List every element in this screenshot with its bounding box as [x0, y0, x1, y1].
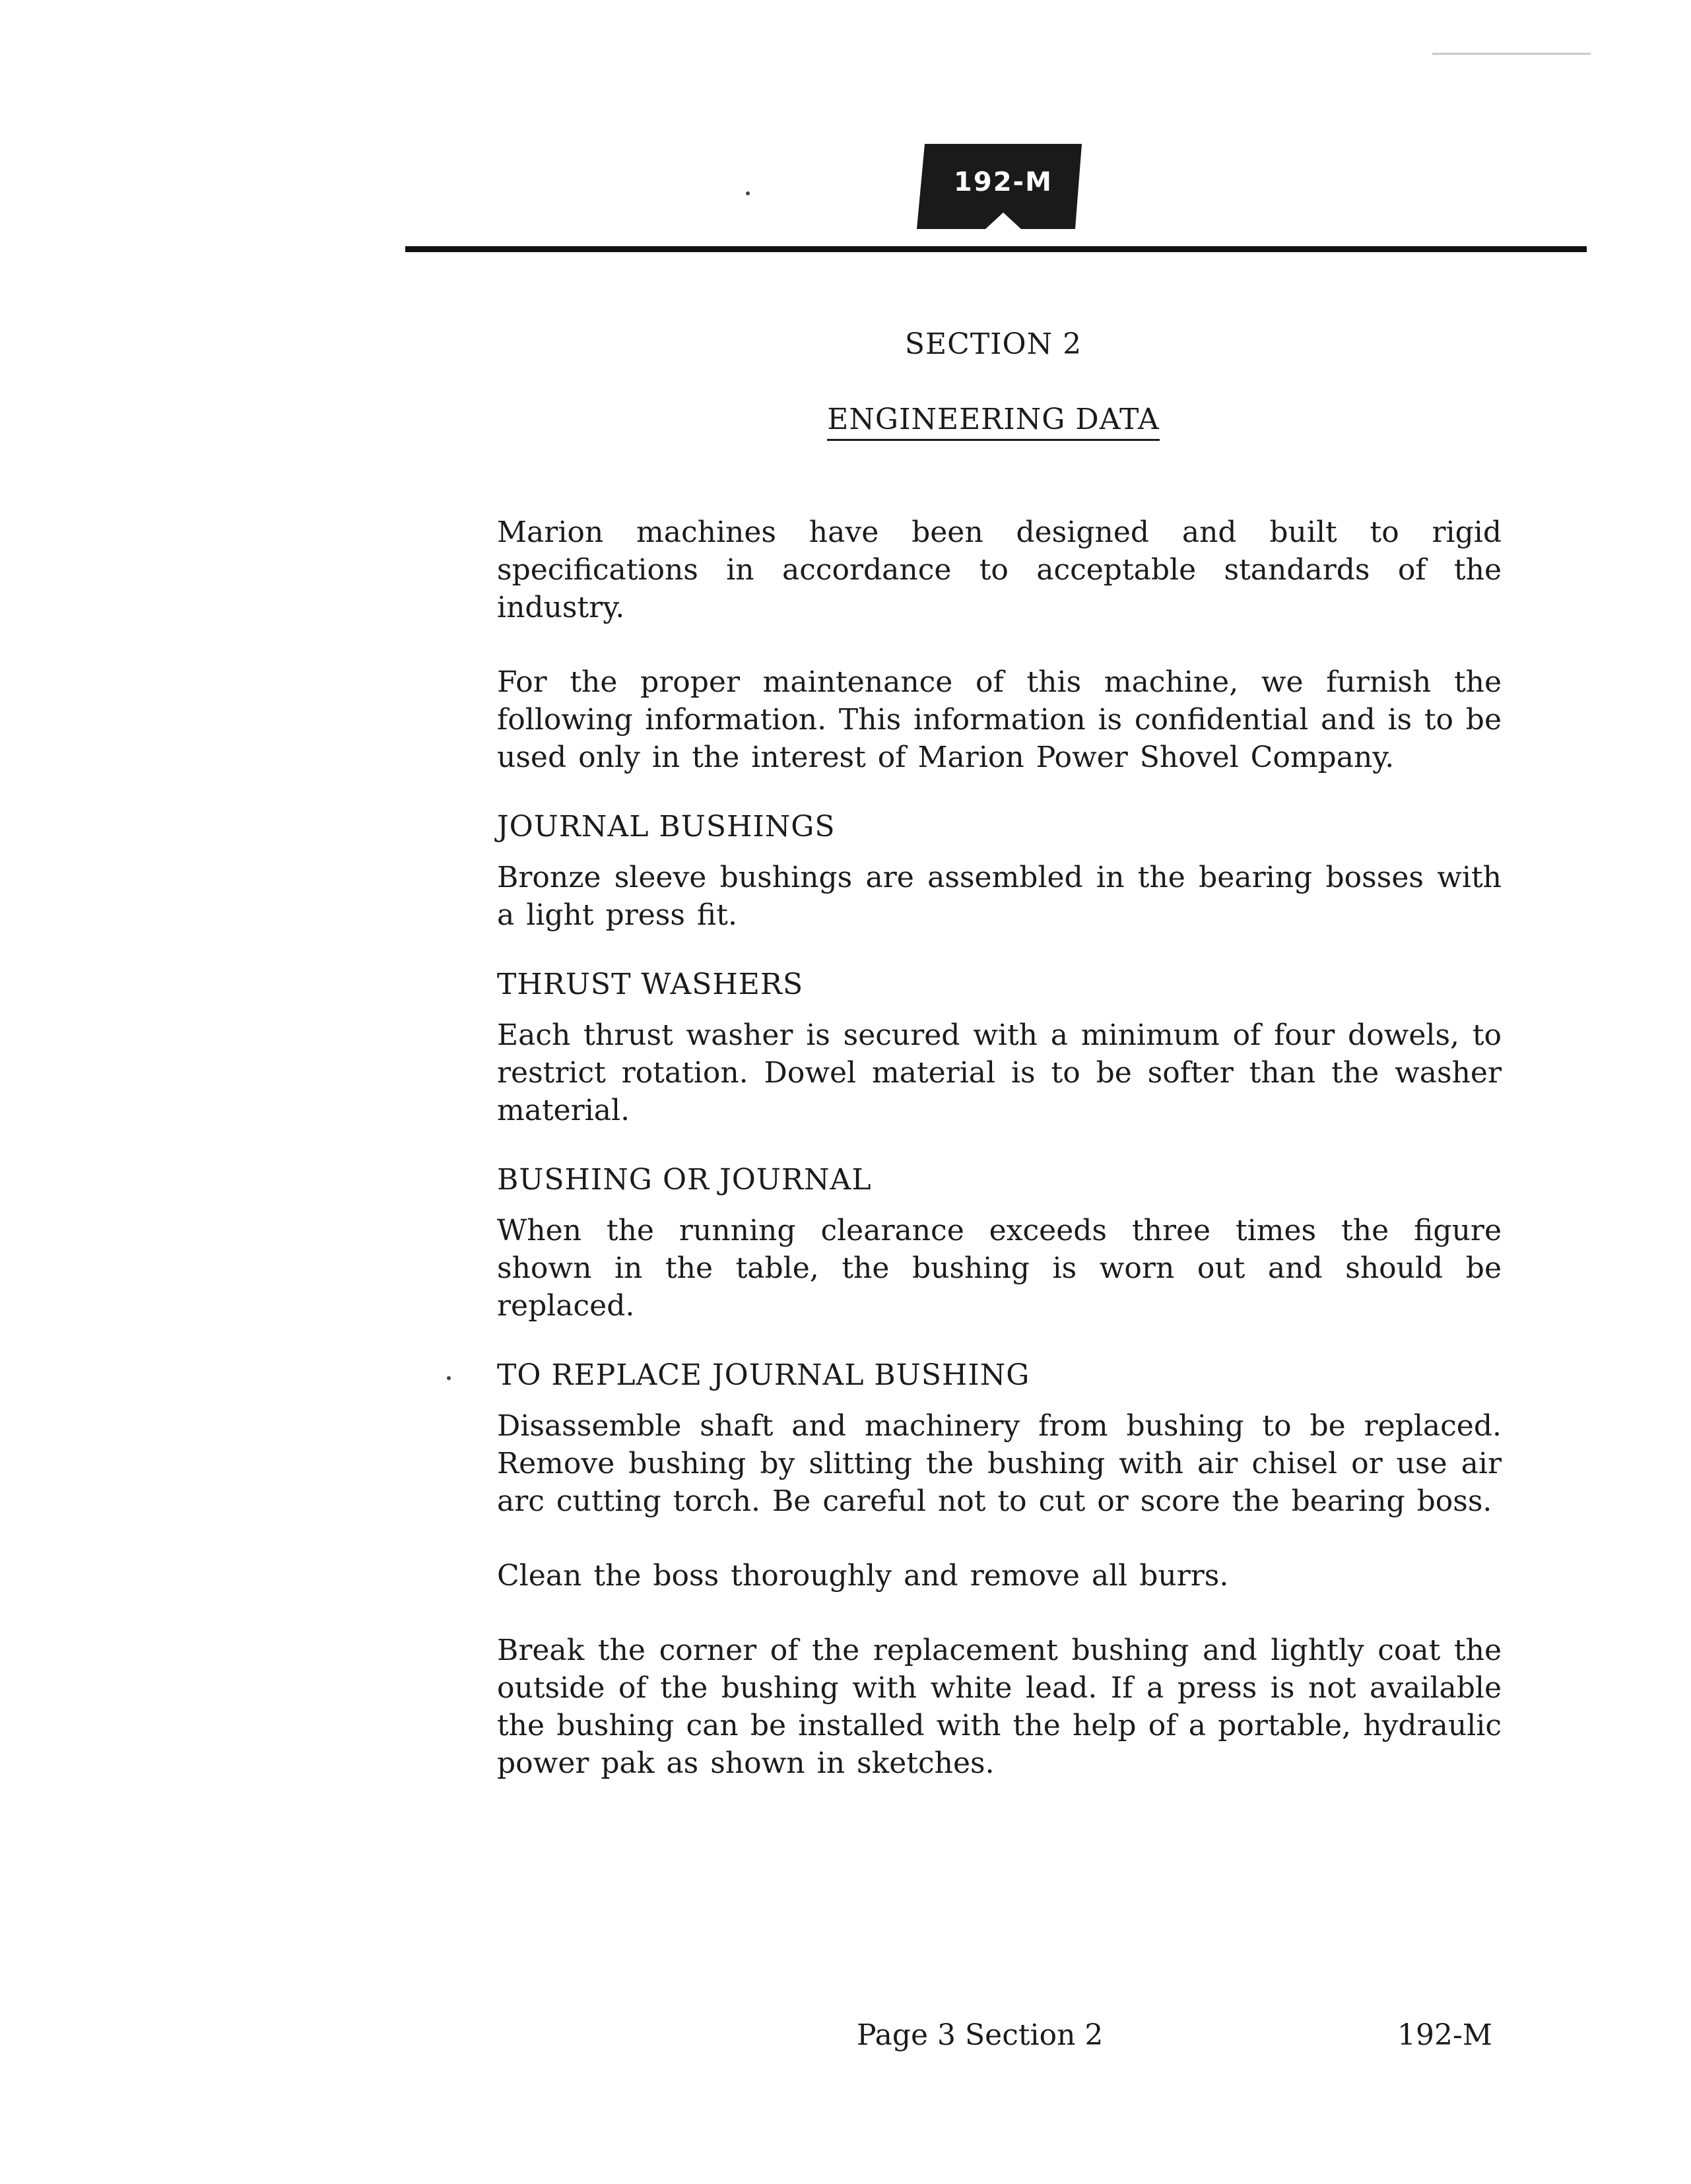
closing-paragraph: Clean the boss thoroughly and remove all burrs.	[497, 1559, 1229, 1593]
intro-paragraph: Marion machines have been designed and built to rigid specifications in accordance to acceptable standards of the industry.	[497, 515, 1502, 624]
section-number: SECTION 2	[904, 327, 1082, 361]
footer-page-label: Page 3 Section 2	[857, 2018, 1104, 2052]
subsection-heading: TO REPLACE JOURNAL BUSHING	[497, 1358, 1030, 1392]
subsection-body: Bronze sleeve bushings are assembled in the bearing bosses with a light press fit.	[497, 861, 1502, 932]
subsection-heading: JOURNAL BUSHINGS	[497, 810, 836, 844]
subsection-body: Disassemble shaft and machinery from bushing to be replaced. Remove bushing by slitting the bushing with air chisel or use air arc cutting torch. Be careful not to cut or score the bearing boss.	[497, 1409, 1502, 1518]
intro-paragraph: For the proper maintenance of this machine, we furnish the following information. This information is confidential and is to be used only in the interest of Marion Power Shovel Company.	[497, 665, 1502, 774]
scan-artifact	[447, 1376, 451, 1380]
marion-logo	[917, 144, 1090, 229]
subsection-body: When the running clearance exceeds three times the figure shown in the table, the bushing is worn out and should be replaced.	[497, 1214, 1502, 1323]
body-content	[497, 513, 1502, 1819]
section-name-text: ENGINEERING DATA	[827, 403, 1159, 441]
logo-label: 192-M	[954, 166, 1053, 197]
footer-doc-code: 192-M	[1397, 2018, 1492, 2052]
subsection-heading: BUSHING OR JOURNAL	[497, 1163, 872, 1197]
closing-paragraph: Break the corner of the replacement bushing and lightly coat the outside of the bushing with white lead. If a press is not available the bushing can be installed with the help of a portable, hydraulic power pak as shown in sketches.	[497, 1634, 1502, 1780]
scan-artifact	[1432, 53, 1591, 55]
scan-artifact	[746, 191, 750, 195]
subsection-body: Each thrust washer is secured with a minimum of four dowels, to restrict rotation. Dowel material is to be softer than the washer material.	[497, 1018, 1502, 1127]
header-rule	[405, 246, 1587, 252]
section-name	[726, 403, 1261, 436]
subsection-heading: THRUST WASHERS	[497, 968, 804, 1001]
